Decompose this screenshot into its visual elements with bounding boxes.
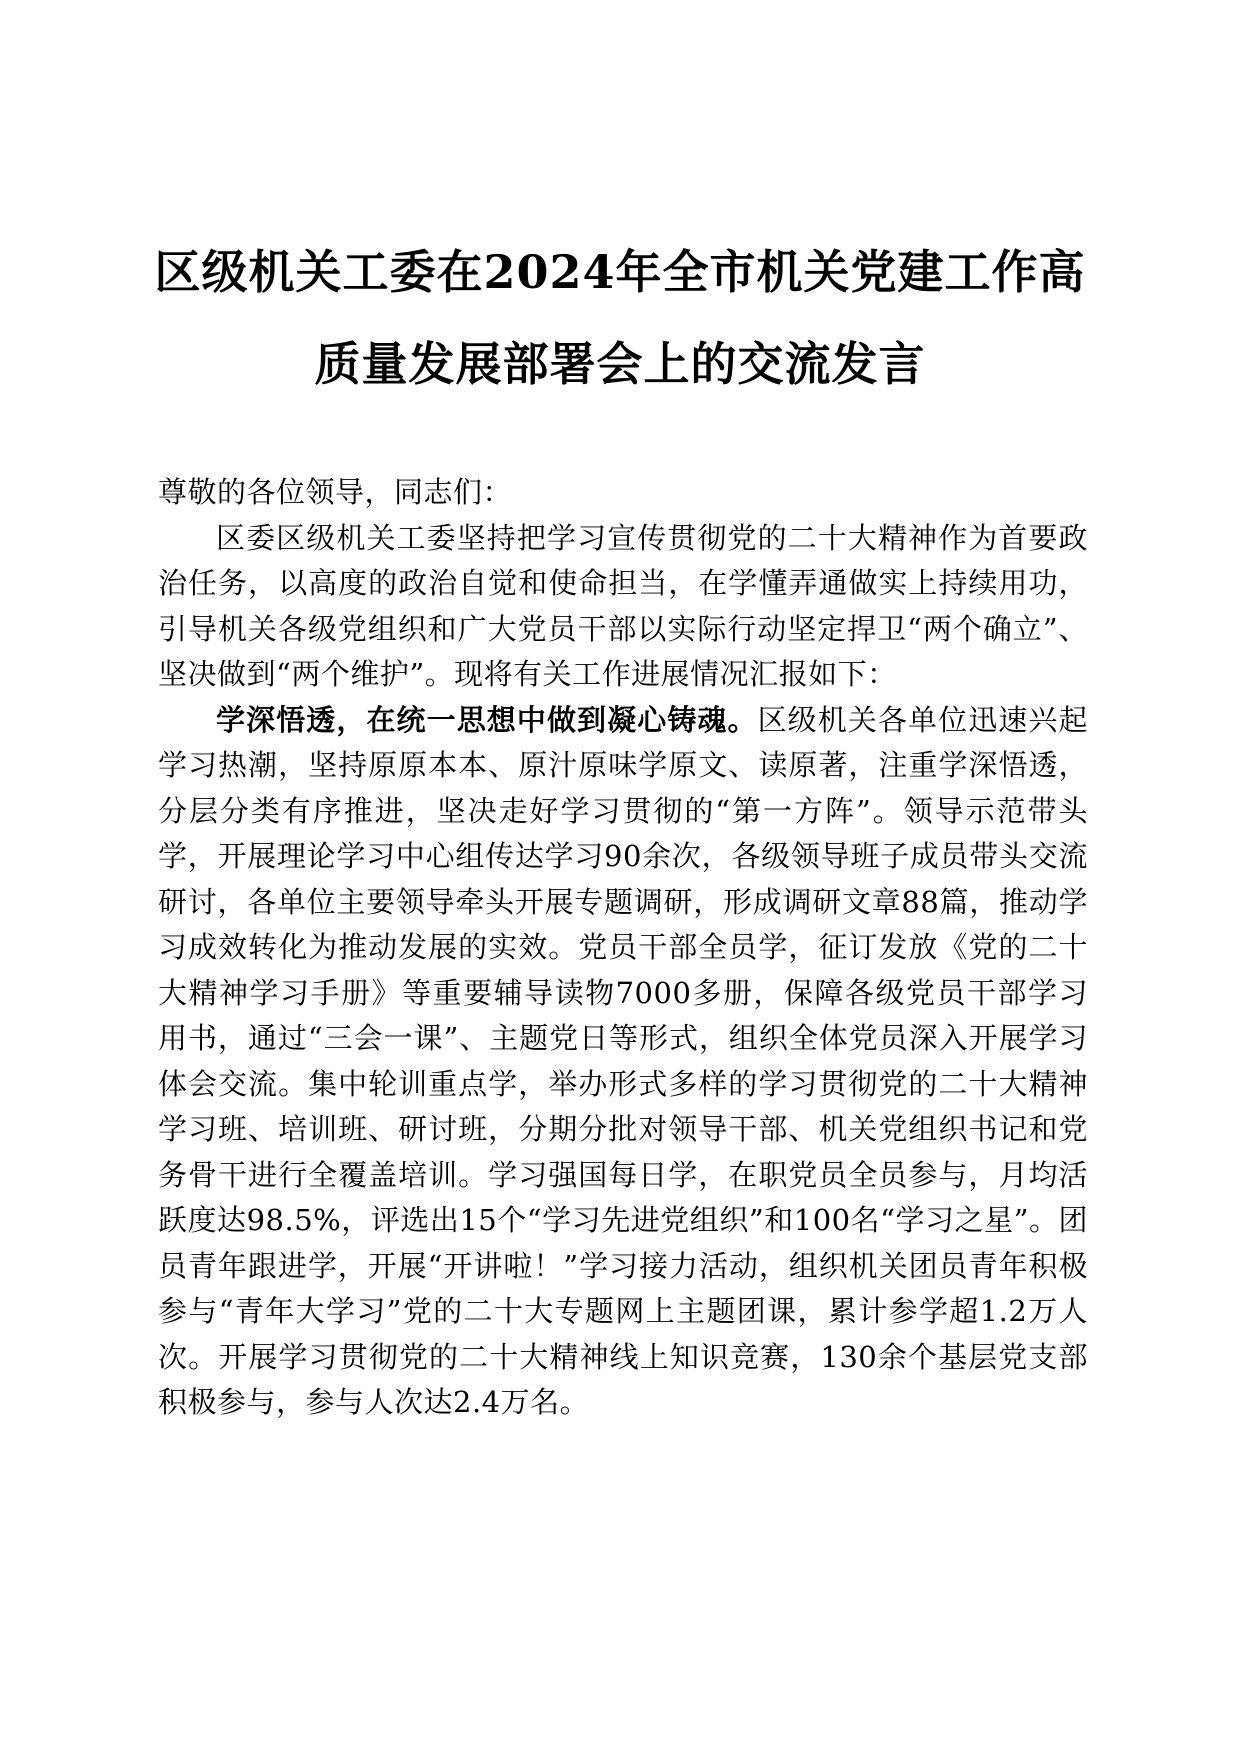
document-title — [120, 226, 1120, 410]
paragraph-study-text: 区级机关各单位迅速兴起学习热潮，坚持原原本本、原汁原味学原文、读原著，注重学深悟透，分层分类有序推进，坚决走好学习贯彻的“第一方阵”。领导示范带头学，开展理论学习中心组传达学习90余次，各级领导班子成员带头交流研讨，各单位主要领导牵头开展专题调研，形成调研文章88篇，推动学习成效转化为推动发展的实效。党员干部全员学，征订发放《党的二十大精神学习手册》等重要辅导读物7000多册，保障各级党员干部学习用书，通过“三会一课”、主题党日等形式，组织全体党员深入开展学习体会交流。集中轮训重点学，举办形式多样的学习贯彻党的二十大精神学习班、培训班、研讨班，分期分批对领导干部、机关党组织书记和党务骨干进行全覆盖培训。学习强国每日学，在职党员全员参与，月均活跃度达98.5%，评选出15个“学习先进党组织”和100名“学习之星”。团员青年跟进学，开展“开讲啦！”学习接力活动，组织机关团员青年积极参与“青年大学习”党的二十大专题网上主题团课，累计参学超1.2万人次。开展学习贯彻党的二十大精神线上知识竞赛，130余个基层党支部积极参与，参与人次达2.4万名。 — [158, 702, 1088, 1419]
paragraph-study — [158, 698, 1088, 1426]
salutation: 尊敬的各位领导，同志们： — [158, 475, 513, 509]
paragraph-intro: 区委区级机关工委坚持把学习宣传贯彻党的二十大精神作为首要政治任务，以高度的政治自觉和使命担当，在学懂弄通做实上持续用功，引导机关各级党组织和广大党员干部以实际行动坚定捍卫“两个确立”、坚决做到“两个维护”。现将有关工作进展情况汇报如下： — [158, 520, 1088, 691]
title-line-2: 质量发展部署会上的交流发言 — [314, 337, 926, 391]
title-line-1: 区级机关工委在2024年全市机关党建工作高 — [154, 245, 1086, 299]
document-body — [158, 470, 1088, 1426]
paragraph-lead-heading: 学深悟透，在统一思想中做到凝心铸魂。 — [216, 702, 758, 737]
